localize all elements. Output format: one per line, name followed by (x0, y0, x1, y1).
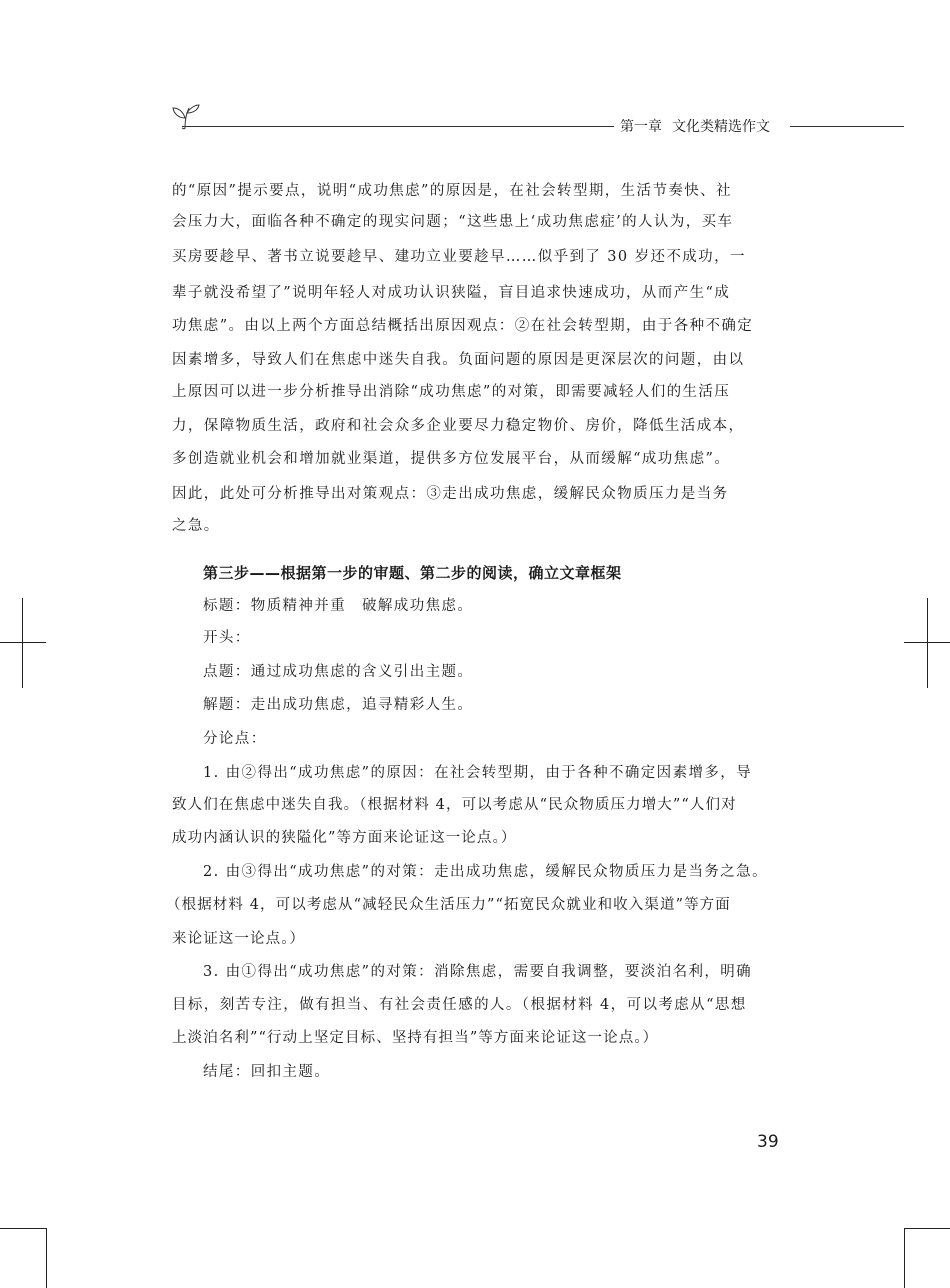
outline-subpoints-label: 分论点： (203, 731, 267, 747)
body-line: 上原因可以进一步分析推导出消除“成功焦虑”的对策，即需要减轻人们的生活压 (172, 384, 731, 400)
outline-item-2-line: 2. 由③得出“成功焦虑”的对策：走出成功焦虑，缓解民众物质压力是当务之急。 (203, 864, 768, 880)
body-line: 之急。 (172, 518, 220, 534)
crop-mark-left-v (22, 598, 23, 688)
outline-item-1-line: 致人们在焦虑中迷失自我。（根据材料 4，可以考虑从“民众物质压力增大”“人们对 (172, 797, 737, 813)
crop-mark-bottom-right-v (904, 1228, 905, 1288)
outline-item-2-line: 来论证这一论点。） (172, 931, 306, 947)
crop-mark-right-v (927, 598, 928, 688)
outline-item-1-line: 成功内涵认识的狭隘化”等方面来论证这一论点。） (172, 830, 517, 846)
crop-mark-bottom-left-h (0, 1228, 46, 1229)
crop-mark-bottom-right-h (904, 1228, 950, 1229)
chapter-label: 第一章 (620, 119, 662, 135)
step3-heading: 第三步——根据第一步的审题、第二步的阅读，确立文章框架 (203, 564, 622, 582)
outline-item-1-line: 1. 由②得出“成功焦虑”的原因：在社会转型期，由于各种不确定因素增多，导 (203, 765, 753, 781)
body-line: 会压力大，面临各种不确定的现实问题；“这些患上‘成功焦虑症’的人认为，买车 (172, 214, 734, 230)
outline-item-3-line: 上淡泊名利”“行动上坚定目标、坚持有担当”等方面来论证这一论点。） (172, 1030, 659, 1046)
page-number: 39 (757, 1132, 779, 1152)
body-line: 多创造就业机会和增加就业渠道，提供多方位发展平台，从而缓解“成功焦虑”。 (172, 451, 731, 467)
header-rule-right (790, 126, 904, 127)
body-line: 力，保障物质生活，政府和社会众多企业要尽力稳定物价、房价，降低生活成本， (172, 418, 745, 434)
body-line: 辈子就没希望了”说明年轻人对成功认识狭隘，盲目追求快速成功，从而产生“成 (172, 285, 731, 301)
outline-item-3-line: 目标，刻苦专注，做有担当、有社会责任感的人。（根据材料 4，可以考虑从“思想 (172, 997, 747, 1013)
outline-item-2-line: （根据材料 4，可以考虑从“减轻民众生活压力”“拓宽民众就业和收入渠道”等方面 (166, 897, 731, 913)
outline-ending-line: 结尾：回扣主题。 (203, 1064, 331, 1080)
outline-item-3-line: 3. 由①得出“成功焦虑”的对策：消除焦虑，需要自我调整，要淡泊名利，明确 (203, 964, 753, 980)
section-label: 文化类精选作文 (672, 119, 770, 135)
body-line: 因此，此处可分析推导出对策观点：③走出成功焦虑，缓解民众物质压力是当务 (172, 486, 729, 502)
outline-solution-line: 解题：走出成功焦虑，追寻精彩人生。 (203, 697, 474, 713)
running-header (620, 116, 770, 136)
outline-point-line: 点题：通过成功焦虑的含义引出主题。 (203, 664, 474, 680)
outline-title-line: 标题：物质精神并重 破解成功焦虑。 (203, 598, 474, 614)
body-line: 因素增多，导致人们在焦虑中迷失自我。负面问题的原因是更深层次的问题，由以 (172, 352, 745, 368)
crop-mark-left-h (0, 642, 46, 643)
crop-mark-bottom-left-v (46, 1228, 47, 1288)
outline-opening-label: 开头： (203, 630, 251, 646)
body-line: 功焦虑”。由以上两个方面总结概括出原因观点：②在社会转型期，由于各种不确定 (172, 318, 754, 334)
body-line: 的“原因”提示要点，说明“成功焦虑”的原因是，在社会转型期，生活节奏快、社 (172, 183, 732, 199)
header-rule-left (182, 126, 614, 127)
body-line: 买房要趁早、著书立说要趁早、建功立业要趁早……似乎到了 30 岁还不成功，一 (172, 249, 746, 265)
